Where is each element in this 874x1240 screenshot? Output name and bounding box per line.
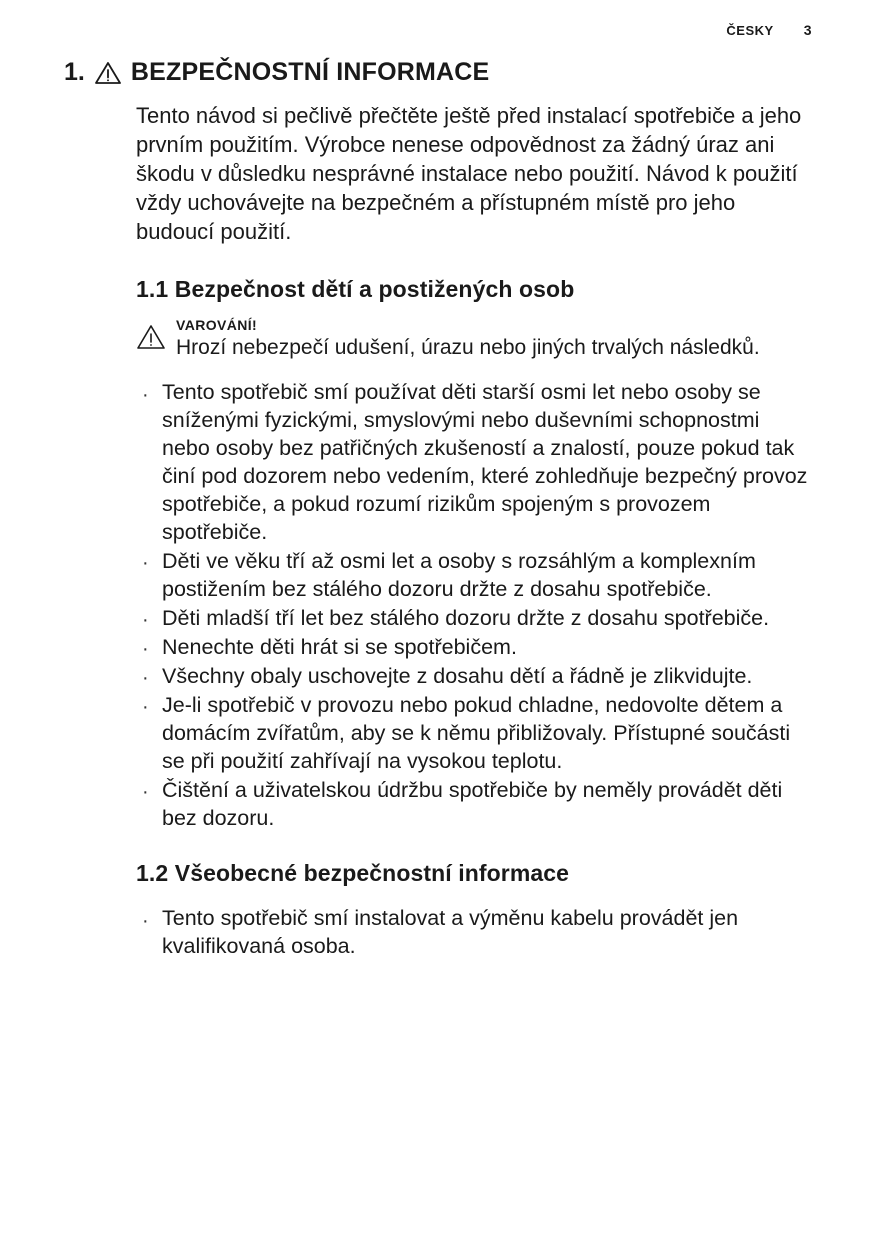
list-item-text: Děti ve věku tří až osmi let a osoby s rozsáhlým a komplexním postižením bez stálého dozoru držte z dosahu spotřebiče. — [162, 549, 756, 602]
list-item — [136, 777, 812, 833]
bullet-glyph: · — [142, 696, 149, 719]
chapter-number: 1. — [64, 58, 85, 86]
list-item — [136, 548, 812, 604]
warning-text-block — [176, 317, 812, 361]
list-item-text: Čištění a uživatelskou údržbu spotřebiče by neměly provádět děti bez dozoru. — [162, 777, 783, 830]
chapter-heading — [64, 58, 818, 87]
list-item — [136, 379, 812, 547]
section-1-2-bullet-list — [136, 905, 812, 961]
list-item-text: Tento spotřebič smí používat děti starší osmi let nebo osoby se sníženými fyzickými, smyslovými nebo duševními schopnostmi nebo osoby bez patřičných zkušeností a znalostí, pouze pokud tak činí pod dozorem nebo vedením, které zohledňuje bezpečný provoz spotřebiče, a pokud rozumí rizikům spojeným s provozem spotřebiče. — [162, 380, 808, 545]
bullet-glyph: · — [142, 609, 149, 632]
list-item-text: Je-li spotřebič v provozu nebo pokud chladne, nedovolte dětem a domácím zvířatům, aby se k němu přibližovaly. Přístupné součásti se při použití zahřívají na vysokou teplotu. — [162, 692, 791, 773]
header-language: ČESKY — [726, 23, 774, 38]
list-item — [136, 692, 812, 776]
warning-triangle-icon — [136, 317, 166, 361]
list-item — [136, 605, 812, 633]
chapter-body — [136, 101, 812, 961]
bullet-glyph: · — [142, 667, 149, 690]
bullet-glyph: · — [142, 383, 149, 406]
list-item — [136, 663, 812, 691]
warning-triangle-icon — [95, 61, 121, 85]
chapter-title: BEZPEČNOSTNÍ INFORMACE — [130, 58, 490, 86]
list-item-text: Nenechte děti hrát si se spotřebičem. — [162, 634, 517, 659]
list-item — [136, 905, 812, 961]
intro-paragraph: Tento návod si pečlivě přečtěte ještě před instalací spotřebiče a jeho prvním použitím. Výrobce nenese odpovědnost za žádný úraz ani škodu v důsledku nesprávné instalace nebo použití. Návod k použití vždy uchovávejte na bezpečném a přístupném místě pro jeho budoucí použití. — [136, 103, 802, 245]
section-1-1-heading: 1.1 Bezpečnost dětí a postižených osob — [136, 276, 575, 303]
warning-label: VAROVÁNÍ! — [176, 317, 258, 334]
page-header — [56, 22, 818, 44]
warning-body: Hrozí nebezpečí udušení, úrazu nebo jiných trvalých následků. — [176, 336, 760, 360]
list-item — [136, 634, 812, 662]
bullet-glyph: · — [142, 552, 149, 575]
bullet-glyph: · — [142, 780, 149, 803]
section-1-2-heading: 1.2 Všeobecné bezpečnostní informace — [136, 860, 570, 887]
warning-callout — [136, 317, 812, 361]
list-item-text: Všechny obaly uschovejte z dosahu dětí a řádně je zlikvidujte. — [162, 663, 753, 688]
bullet-glyph: · — [142, 638, 149, 661]
bullet-glyph: · — [142, 909, 149, 932]
list-item-text: Děti mladší tří let bez stálého dozoru držte z dosahu spotřebiče. — [162, 605, 770, 630]
header-page-number: 3 — [803, 22, 812, 38]
list-item-text: Tento spotřebič smí instalovat a výměnu kabelu provádět jen kvalifikovaná osoba. — [162, 906, 739, 959]
section-1-1-bullet-list — [136, 379, 812, 832]
